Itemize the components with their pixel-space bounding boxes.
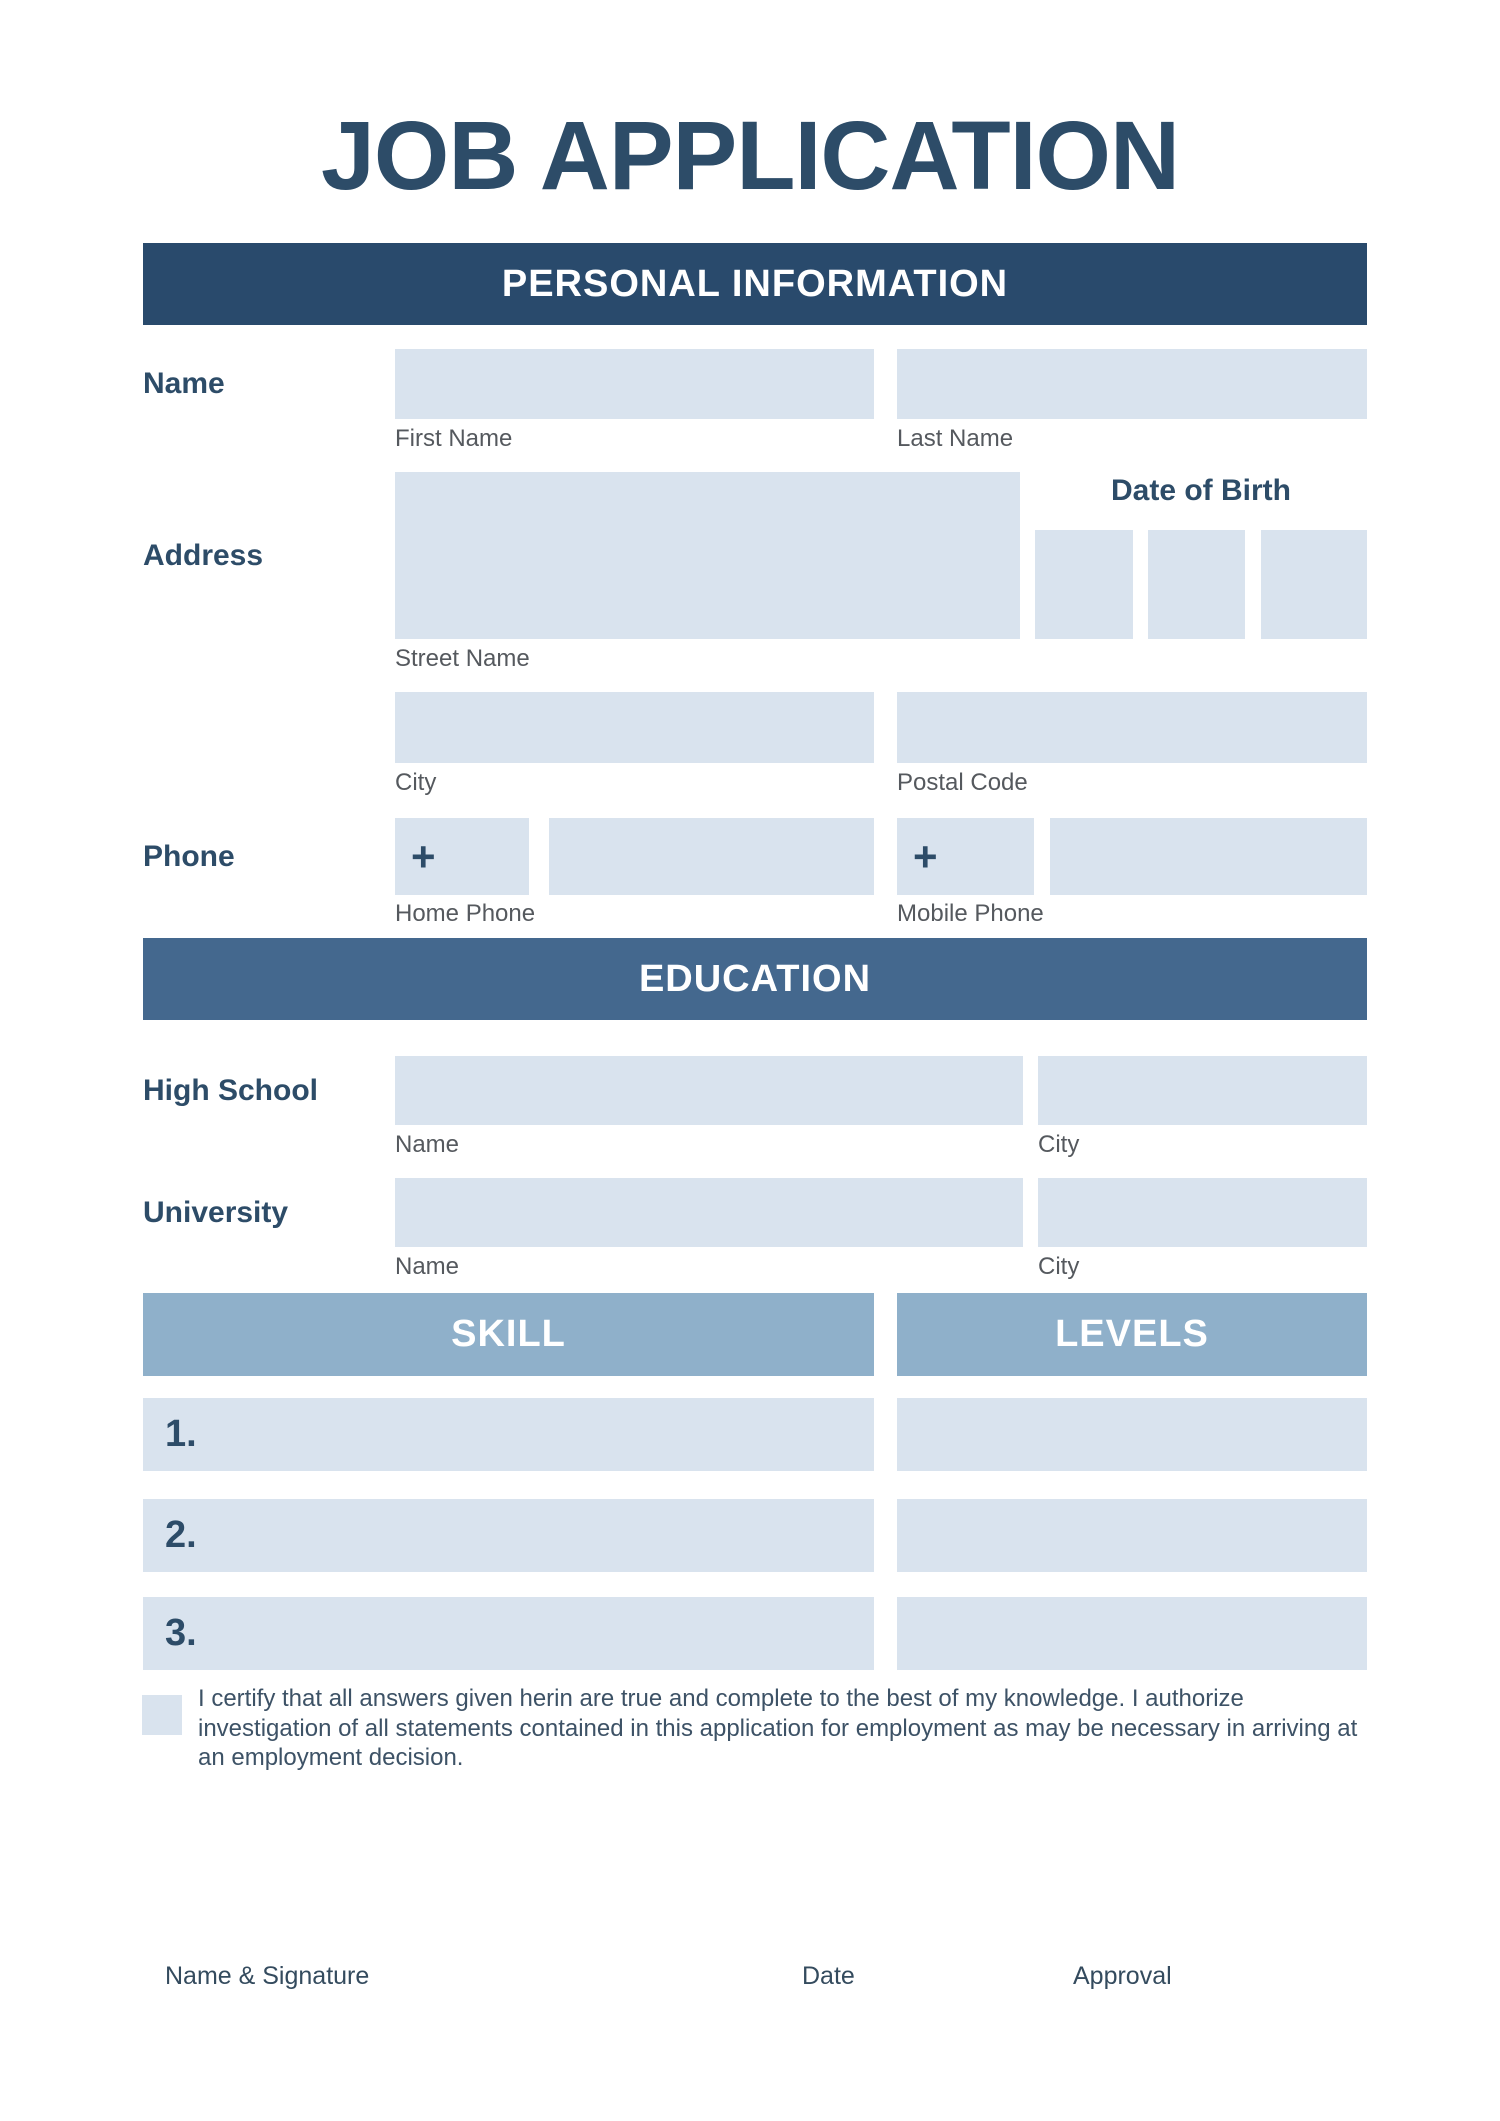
level-row-1-field[interactable]: [897, 1398, 1367, 1471]
university-name-caption: Name: [395, 1253, 460, 1280]
university-name-field[interactable]: [395, 1178, 1023, 1247]
city-caption: City: [395, 769, 437, 796]
levels-header: LEVELS: [897, 1293, 1367, 1376]
home-phone-field[interactable]: [549, 818, 874, 895]
page-title: JOB APPLICATION: [320, 101, 1180, 210]
high-school-label: High School: [143, 1074, 318, 1107]
skill-row-3-field[interactable]: 3.: [143, 1597, 874, 1670]
postal-code-field[interactable]: [897, 692, 1367, 763]
personal-information-header: PERSONAL INFORMATION: [143, 243, 1367, 325]
approval-label: Approval: [1073, 1962, 1172, 1990]
skill-row-2-field[interactable]: 2.: [143, 1499, 874, 1572]
high-school-name-field[interactable]: [395, 1056, 1023, 1125]
address-label: Address: [143, 539, 264, 572]
name-signature-label: Name & Signature: [165, 1962, 370, 1990]
mobile-phone-caption: Mobile Phone: [897, 900, 1044, 927]
home-phone-caption: Home Phone: [395, 900, 536, 927]
home-phone-prefix-field[interactable]: +: [395, 818, 529, 895]
dob-month-field[interactable]: [1148, 530, 1245, 639]
high-school-name-caption: Name: [395, 1131, 460, 1158]
date-label: Date: [802, 1962, 855, 1990]
dob-day-field[interactable]: [1035, 530, 1133, 639]
skill-row-1-field[interactable]: 1.: [143, 1398, 874, 1471]
last-name-caption: Last Name: [897, 425, 1014, 452]
university-city-caption: City: [1038, 1253, 1080, 1280]
phone-label: Phone: [143, 840, 235, 873]
high-school-city-field[interactable]: [1038, 1056, 1367, 1125]
level-row-3-field[interactable]: [897, 1597, 1367, 1670]
first-name-caption: First Name: [395, 425, 513, 452]
high-school-city-caption: City: [1038, 1131, 1080, 1158]
university-city-field[interactable]: [1038, 1178, 1367, 1247]
street-name-field[interactable]: [395, 472, 1020, 639]
dob-year-field[interactable]: [1261, 530, 1367, 639]
postal-code-caption: Postal Code: [897, 769, 1028, 796]
level-row-2-field[interactable]: [897, 1499, 1367, 1572]
name-label: Name: [143, 367, 225, 400]
certification-text: I certify that all answers given herin are true and complete to the best of my knowledge. I authorize investigation of all statements contained in this application for employment as may be necessary in arriving at an employment decision.: [198, 1685, 1358, 1771]
certification-checkbox[interactable]: [142, 1695, 182, 1735]
mobile-phone-prefix-field[interactable]: +: [897, 818, 1034, 895]
date-of-birth-label: Date of Birth: [1111, 474, 1291, 507]
city-field[interactable]: [395, 692, 874, 763]
mobile-phone-field[interactable]: [1050, 818, 1367, 895]
first-name-field[interactable]: [395, 349, 874, 419]
skill-header: SKILL: [143, 1293, 874, 1376]
university-label: University: [143, 1196, 289, 1229]
last-name-field[interactable]: [897, 349, 1367, 419]
education-header: EDUCATION: [143, 938, 1367, 1020]
street-name-caption: Street Name: [395, 645, 530, 672]
